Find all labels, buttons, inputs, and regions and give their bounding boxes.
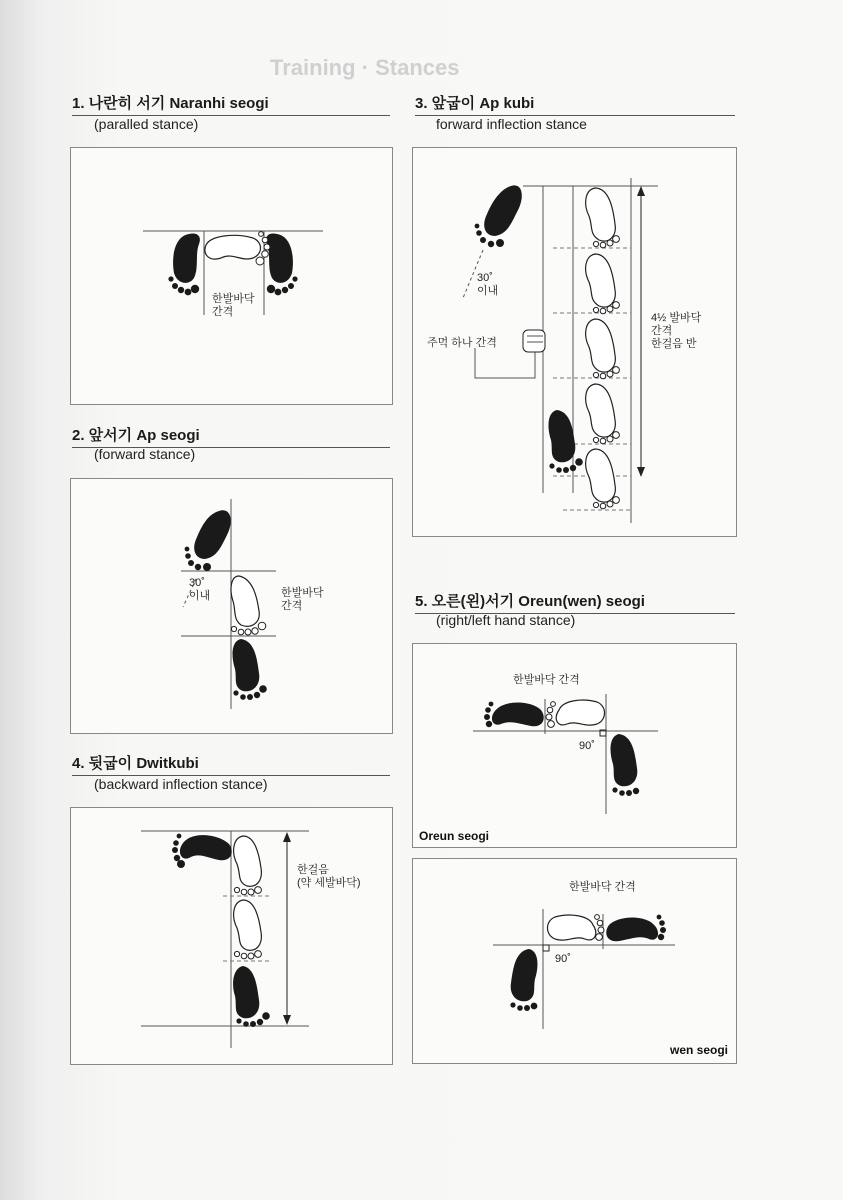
section-subtitle-naranhi: (paralled stance) — [94, 116, 199, 132]
label-oreun-angle: 90˚ — [579, 740, 595, 752]
label-wen-gap: 한발바닥 간격 — [569, 881, 636, 893]
caption-oreun: Oreun seogi — [419, 829, 490, 843]
diagram-apseogi-drawing — [71, 479, 394, 735]
diagram-dwitkubi-drawing — [71, 808, 394, 1066]
label-naranhi-gap: 한발바닥 간격 — [212, 293, 255, 318]
diagram-naranhi-drawing — [71, 148, 394, 406]
label-oreun-gap: 한발바닥 간격 — [513, 674, 580, 686]
section-title-naranhi: 1. 나란히 서기 Naranhi seogi — [72, 92, 390, 116]
label-apseogi-angle: 30˚ 이내 — [189, 577, 211, 602]
label-apkubi-angle: 30˚ 이내 — [477, 272, 499, 297]
label-wen-angle: 90˚ — [555, 953, 571, 965]
diagram-apseogi — [70, 478, 393, 734]
section-title-dwitkubi: 4. 뒷굽이 Dwitkubi — [72, 752, 390, 776]
diagram-apkubi — [412, 147, 737, 537]
label-apseogi-gap: 한발바닥 간격 — [281, 587, 324, 612]
section-subtitle-apseogi: (forward stance) — [94, 446, 196, 462]
section-title-apkubi: 3. 앞굽이 Ap kubi — [415, 92, 735, 116]
diagram-wen — [412, 858, 737, 1064]
bleed-through-text: Training · Stances — [270, 55, 460, 80]
diagram-dwitkubi — [70, 807, 393, 1065]
diagram-naranhi — [70, 147, 393, 405]
label-apkubi-length: 4½ 발바닥 간격 한걸음 반 — [651, 312, 702, 350]
section-subtitle-oreun-wen: (right/left hand stance) — [436, 612, 576, 628]
caption-wen: wen seogi — [669, 1043, 728, 1057]
section-subtitle-dwitkubi: (backward inflection stance) — [94, 776, 268, 792]
section-subtitle-apkubi: forward inflection stance — [436, 116, 587, 132]
label-apkubi-fist: 주먹 하나 간격 — [427, 337, 497, 349]
diagram-oreun — [412, 643, 737, 848]
label-dwitkubi-length: 한걸음 (약 세발바닥) — [297, 864, 361, 889]
section-title-oreun-wen: 5. 오른(왼)서기 Oreun(wen) seogi — [415, 590, 735, 614]
section-title-apseogi: 2. 앞서기 Ap seogi — [72, 424, 390, 448]
